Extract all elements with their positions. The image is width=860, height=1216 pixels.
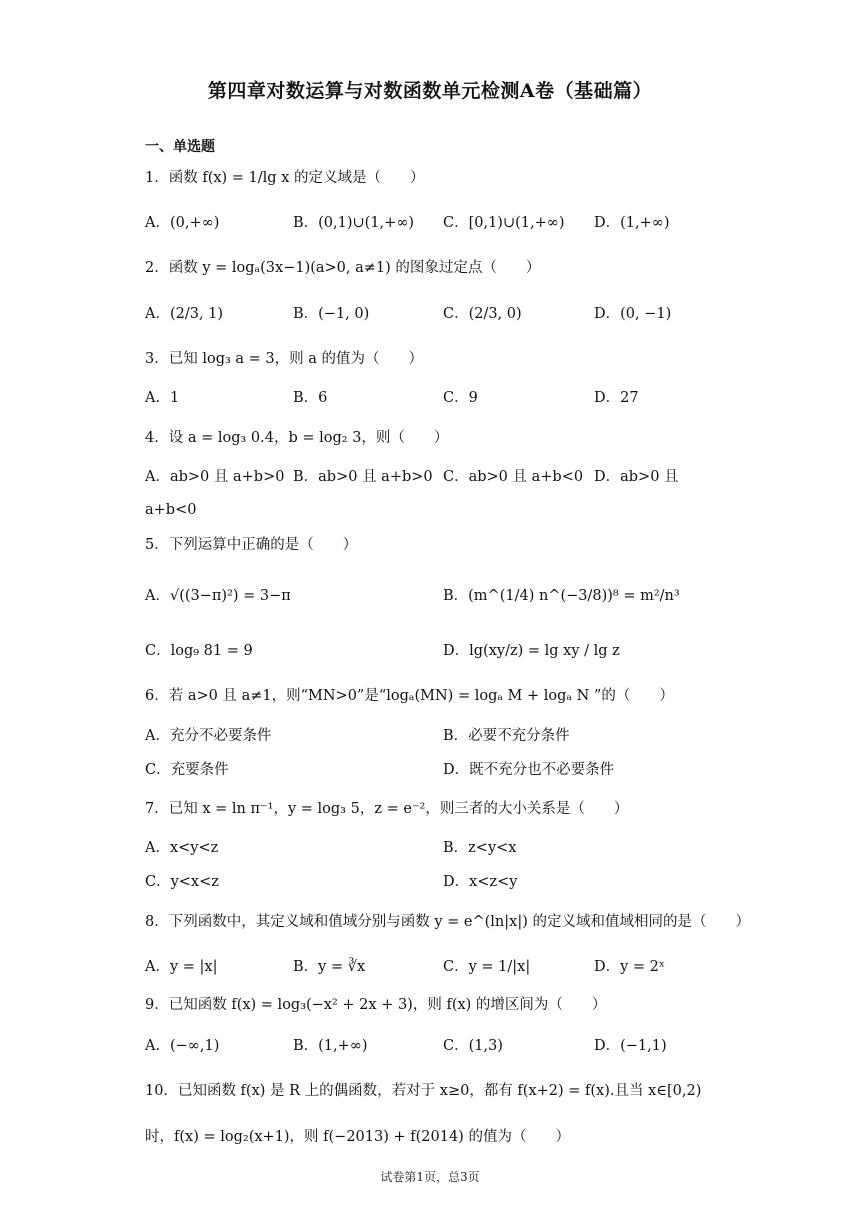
- q7-option-b: B．z<y<x: [443, 840, 517, 856]
- question-10: 10．已知函数 f(x) 是 R 上的偶函数，若对于 x≥0，都有 f(x+2) = f(x).且当 x∈[0,2): [145, 1083, 702, 1099]
- question-6: 6．若 a>0 且 a≠1，则“MN>0”是“logₐ(MN) = logₐ M + logₐ N ”的（ ）: [145, 688, 674, 704]
- q9-option-b: B．(1,+∞): [293, 1038, 368, 1054]
- q1-option-c: C．[0,1)∪(1,+∞): [443, 215, 565, 231]
- q3-option-c: C．9: [443, 390, 478, 406]
- q4-option-d: D．ab>0 且: [594, 469, 679, 485]
- q6-option-c: C．充要条件: [145, 762, 229, 778]
- q7-option-c: C．y<x<z: [145, 874, 219, 890]
- question-2: 2．函数 y = logₐ(3x−1)(a>0, a≠1) 的图象过定点（ ）: [145, 260, 541, 276]
- question-10-continued: 时，f(x) = log₂(x+1)，则 f(−2013) + f(2014) 的值为（ ）: [145, 1129, 570, 1145]
- question-8: 8．下列函数中，其定义域和值域分别与函数 y = e^(ln|x|) 的定义域和值域相同的是（ ）: [145, 914, 750, 930]
- question-4: 4．设 a = log₃ 0.4，b = log₂ 3，则（ ）: [145, 430, 449, 446]
- q8-option-c: C．y = 1/|x|: [443, 959, 531, 975]
- page-footer: 试卷第1页，总3页: [380, 1170, 480, 1184]
- q9-option-c: C．(1,3): [443, 1038, 503, 1054]
- q2-option-a: A．(2/3, 1): [145, 306, 224, 322]
- q4-option-c: C．ab>0 且 a+b<0: [443, 469, 584, 485]
- q1-option-a: A．(0,+∞): [145, 215, 220, 231]
- q4-option-b: B．ab>0 且 a+b>0: [293, 469, 433, 485]
- question-3: 3．已知 log₃ a = 3，则 a 的值为（ ）: [145, 351, 424, 367]
- q9-option-d: D．(−1,1): [594, 1038, 667, 1054]
- q4-option-d-continued: a+b<0: [145, 502, 197, 518]
- q7-option-a: A．x<y<z: [145, 840, 219, 856]
- q9-option-a: A．(−∞,1): [145, 1038, 220, 1054]
- q2-option-b: B．(−1, 0): [293, 306, 370, 322]
- question-5: 5．下列运算中正确的是（ ）: [145, 537, 358, 553]
- question-1: 1．函数 f(x) = 1/lg x 的定义域是（ ）: [145, 170, 425, 186]
- question-7: 7．已知 x = ln π⁻¹，y = log₃ 5，z = e⁻²，则三者的大小关系是（ ）: [145, 801, 629, 817]
- q5-option-d: D．lg(xy/z) = lg xy / lg z: [443, 643, 620, 659]
- q2-option-c: C．(2/3, 0): [443, 306, 522, 322]
- q5-option-a: A．√((3−π)²) = 3−π: [145, 588, 291, 604]
- q1-option-d: D．(1,+∞): [594, 215, 670, 231]
- q4-option-a: A．ab>0 且 a+b>0: [145, 469, 285, 485]
- q3-option-d: D．27: [594, 390, 639, 406]
- q5-option-c: C．log₉ 81 = 9: [145, 643, 253, 659]
- q8-option-d: D．y = 2ˣ: [594, 959, 666, 975]
- q3-option-b: B．6: [293, 390, 328, 406]
- q3-option-a: A．1: [145, 390, 180, 406]
- section-heading: 一、单选题: [145, 139, 215, 155]
- q6-option-a: A．充分不必要条件: [145, 728, 272, 744]
- question-9: 9．已知函数 f(x) = log₃(−x² + 2x + 3)，则 f(x) 的增区间为（ ）: [145, 997, 607, 1013]
- q1-option-b: B．(0,1)∪(1,+∞): [293, 215, 415, 231]
- q6-option-d: D．既不充分也不必要条件: [443, 762, 615, 778]
- q2-option-d: D．(0, −1): [594, 306, 672, 322]
- q8-option-a: A．y = |x|: [145, 959, 218, 975]
- q5-option-b: B．(m^(1/4) n^(−3/8))⁸ = m²/n³: [443, 588, 680, 604]
- q7-option-d: D．x<z<y: [443, 874, 518, 890]
- page-title: 第四章对数运算与对数函数单元检测A卷（基础篇）: [207, 80, 653, 102]
- q8-option-b: B．y = ∛x: [293, 959, 366, 975]
- q6-option-b: B．必要不充分条件: [443, 728, 570, 744]
